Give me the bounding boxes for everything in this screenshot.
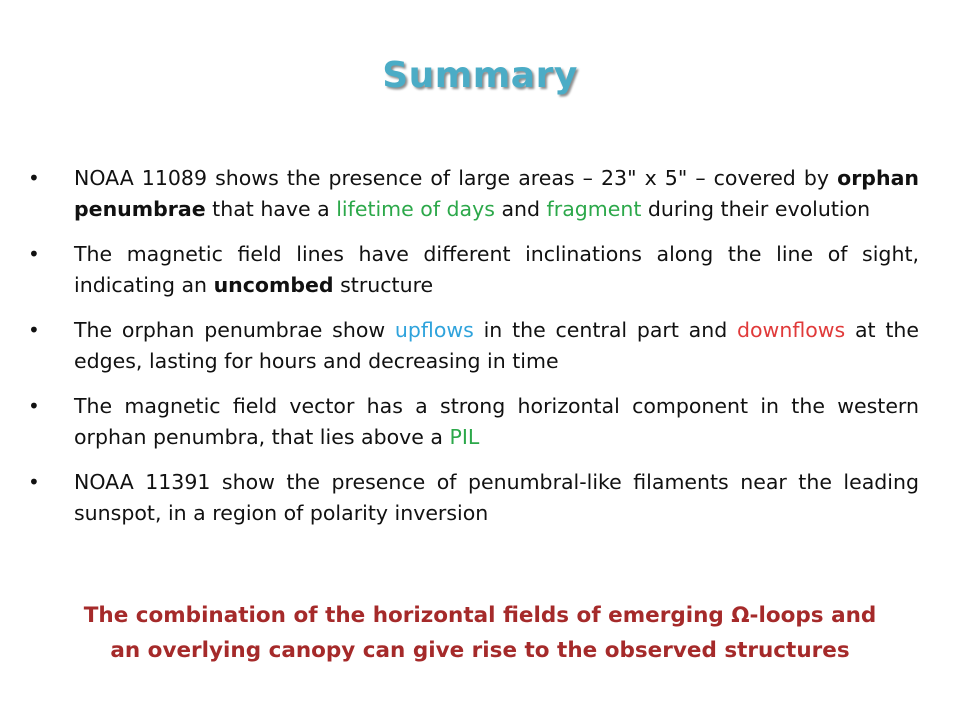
bullet-text-green: PIL (449, 425, 480, 449)
bullet-item (74, 163, 919, 225)
bullet-text: NOAA 11391 show the presence of penumbral-like filaments near the leading sunspot, in a region of polarity inversion (74, 470, 919, 525)
conclusion-line-1: The combination of the horizontal fields of emerging Ω-loops and (83, 603, 877, 628)
bullet-text-bold: uncombed (213, 273, 334, 297)
bullet-text: structure (333, 273, 434, 297)
bullet-text-blue: upflows (394, 318, 474, 342)
bullet-text-red: downflows (737, 318, 846, 342)
bullet-text: in the central part and (473, 318, 737, 342)
bullet-text: The magnetic field vector has a strong horizontal component in the western orphan penumbra, that lies above a (74, 394, 919, 449)
bullet-item (74, 467, 919, 529)
bullet-text-bold: orphan penumbrae (74, 166, 919, 221)
bullet-text: and (494, 197, 547, 221)
conclusion-text (30, 598, 930, 668)
bullet-item (74, 391, 919, 453)
bullet-text: NOAA 11089 shows the presence of large areas – 23" x 5" – covered by (74, 166, 838, 190)
bullet-text: that have a (205, 197, 337, 221)
bullet-text: during their evolution (641, 197, 871, 221)
bullet-text: The magnetic field lines have different inclinations along the line of sight, indicating an (74, 242, 919, 297)
bullet-item (74, 315, 919, 377)
bullet-item (74, 239, 919, 301)
bullet-text-green: lifetime of days (336, 197, 495, 221)
bullet-text-green: fragment (546, 197, 642, 221)
conclusion-line-2: an overlying canopy can give rise to the observed structures (110, 638, 850, 663)
bullet-text: at the edges, lasting for hours and decreasing in time (74, 318, 919, 373)
bullet-text: The orphan penumbrae show (74, 318, 395, 342)
bullet-list (74, 163, 919, 543)
slide-title: Summary (382, 55, 578, 96)
